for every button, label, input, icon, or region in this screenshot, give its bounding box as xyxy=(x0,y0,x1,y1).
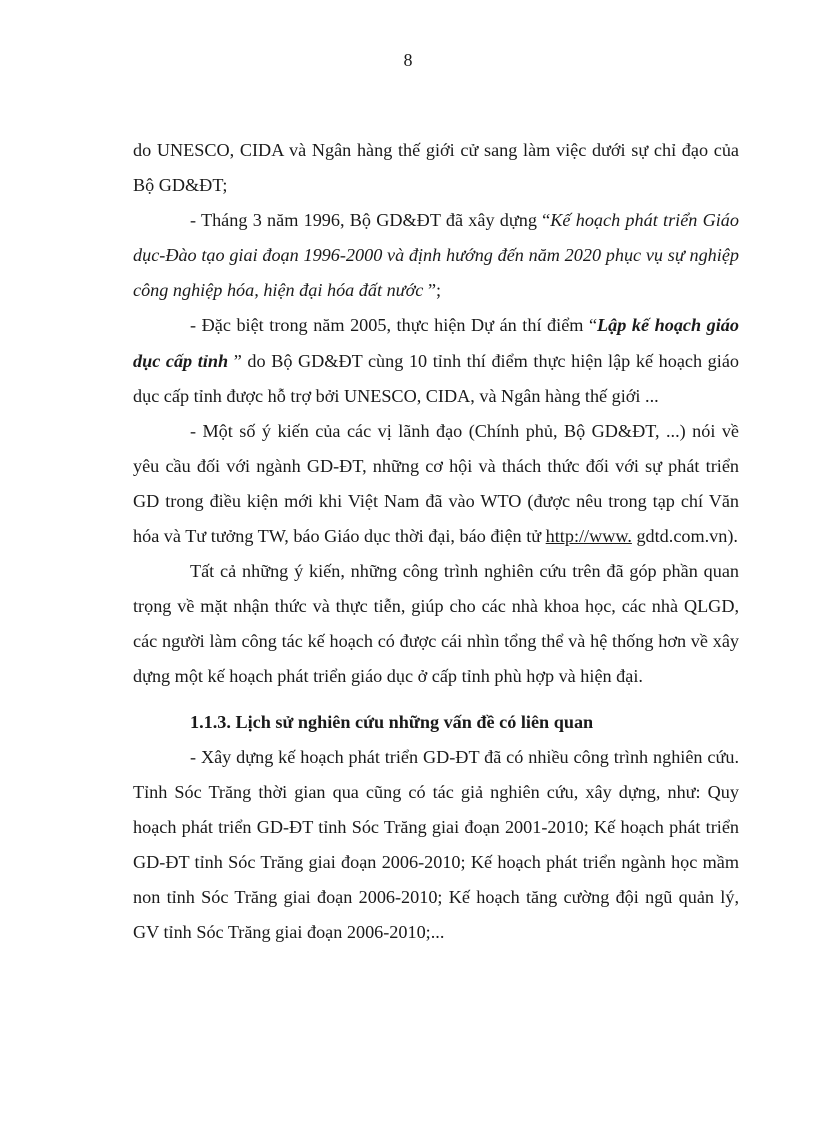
paragraph-text: Tất cả những ý kiến, những công trình nghiên cứu trên đã góp phần quan trọng về mặt nhận thức và thực tiễn, giúp cho các nhà khoa học, các nhà QLGD, các người làm công tác kế hoạch có được cái nhìn tổng thể và hệ thống hơn về xây dựng một kế hoạch phát triển giáo dục ở cấp tỉnh phù hợp và hiện đại. xyxy=(133,561,739,687)
paragraph xyxy=(133,203,739,308)
paragraph-lead: - Đặc biệt trong năm 2005, thực hiện Dự án thí điểm “ xyxy=(190,315,598,336)
paragraph-tail: gdtd.com.vn). xyxy=(631,526,738,547)
paragraph-lead: - Tháng 3 năm 1996, Bộ GD&ĐT đã xây dựng “ xyxy=(190,210,551,231)
page-number: 8 xyxy=(403,50,413,70)
paragraph xyxy=(133,133,739,203)
paragraph xyxy=(133,308,739,413)
document-body xyxy=(133,133,739,950)
section-heading: 1.1.3. Lịch sử nghiên cứu những vấn đề có liên quan xyxy=(190,711,594,732)
paragraph-text: - Xây dựng kế hoạch phát triển GD-ĐT đã có nhiều công trình nghiên cứu. Tỉnh Sóc Trăng thời gian qua cũng có tác giả nghiên cứu, xây dựng, như: Quy hoạch phát triển GD-ĐT tỉnh Sóc Trăng giai đoạn 2001-2010; Kế hoạch phát triển GD-ĐT tỉnh Sóc Trăng giai đoạn 2006-2010; Kế hoạch phát triển ngành học mầm non tỉnh Sóc Trăng giai đoạn 2006-2010; Kế hoạch tăng cường đội ngũ quản lý, GV tỉnh Sóc Trăng giai đoạn 2006-2010;... xyxy=(133,746,739,943)
paragraph xyxy=(133,554,739,694)
paragraph xyxy=(133,740,739,951)
paragraph-text: do UNESCO, CIDA và Ngân hàng thế giới cử sang làm việc dưới sự chỉ đạo của Bộ GD&ĐT; xyxy=(133,140,739,196)
paragraph-text: - Một số ý kiến của các vị lãnh đạo (Chính phủ, Bộ GD&ĐT, ...) nói về yêu cầu đối với ngành GD-ĐT, những cơ hội và thách thức đối với sự phát triển GD trong điều kiện mới khi Việt Nam đã vào WTO (được nêu trong tạp chí Văn hóa và Tư tưởng TW, báo Giáo dục thời đại, báo điện tử xyxy=(133,420,739,547)
cited-project-title: Lập kế hoạch giáo dục cấp tỉnh xyxy=(133,315,739,371)
paragraph-tail: ”; xyxy=(423,280,442,301)
paragraph xyxy=(133,414,739,554)
paragraph-tail: ” do Bộ GD&ĐT cùng 10 tỉnh thí điểm thực hiện lập kế hoạch giáo dục cấp tỉnh được hỗ trợ bởi UNESCO, CIDA, và Ngân hàng thế giới ... xyxy=(133,350,739,406)
website-link[interactable]: http://www. xyxy=(545,526,632,547)
cited-plan-title: Kế hoạch phát triển Giáo dục-Đào tạo giai đoạn 1996-2000 và định hướng đến năm 2020 phục vụ sự nghiệp công nghiệp hóa, hiện đại hóa đất nước xyxy=(133,210,739,301)
